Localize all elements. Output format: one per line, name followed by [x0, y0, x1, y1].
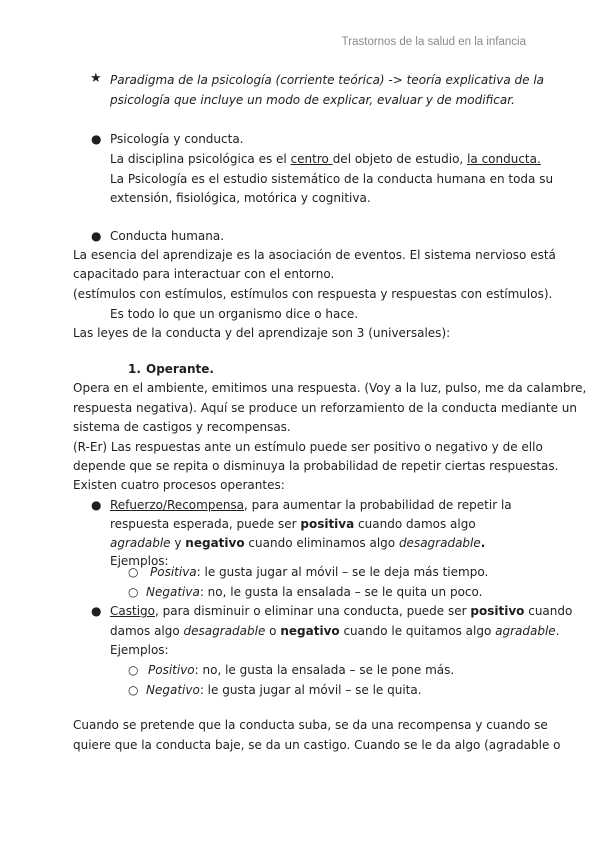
paradigm-line-1: Paradigma de la psicología (corriente teórica) -> teoría explicativa de la — [110, 73, 545, 87]
operante-line-4: (R-Er) Las respuestas ante un estímulo puede ser positivo o negativo y de ello — [73, 440, 543, 454]
refuerzo-example-2 — [146, 584, 482, 600]
italic-text: Positiva — [150, 565, 197, 579]
operante-title: Operante. — [146, 362, 214, 376]
conducta-line-5: Las leyes de la conducta y del aprendizaje son 3 (universales): — [73, 326, 451, 340]
psico-title: Psicología y conducta. — [110, 132, 244, 146]
psico-line-4: extensión, fisiológica, motórica y cognitiva. — [110, 191, 371, 205]
bold-text: negativo — [185, 536, 245, 550]
text: cuando — [524, 604, 573, 618]
conducta-title: Conducta humana. — [110, 229, 225, 243]
operante-line-6: Existen cuatro procesos operantes: — [73, 478, 285, 492]
italic-text: Positivo — [148, 663, 195, 677]
castigo-example-2 — [146, 682, 422, 698]
text: damos algo — [110, 624, 184, 638]
text: . — [555, 624, 560, 638]
refuerzo-line-3 — [110, 535, 485, 551]
bold-text: positiva — [300, 517, 355, 531]
bullet-icon: ● — [91, 604, 102, 618]
conducta-line-2: capacitado para interactuar con el entorno. — [73, 267, 335, 281]
operante-number: 1. — [128, 362, 141, 376]
paradigm-line-2: psicología que incluye un modo de explicar, evaluar y de modificar. — [110, 93, 515, 107]
castigo-line-1 — [110, 603, 572, 619]
castigo-line-2 — [110, 623, 560, 639]
text: , para disminuir o eliminar una conducta, puede ser — [154, 604, 471, 618]
bullet-icon: ● — [91, 498, 102, 512]
italic-text: Negativo — [146, 683, 200, 697]
operante-line-2: respuesta negativa). Aquí se produce un reforzamiento de la conducta mediante un — [73, 401, 578, 415]
hollow-bullet-icon: ○ — [128, 565, 139, 579]
hollow-bullet-icon: ○ — [128, 585, 139, 599]
italic-text: desagradable — [183, 624, 266, 638]
closing-line-1: Cuando se pretende que la conducta suba, se da una recompensa y cuando se — [73, 718, 548, 732]
text: , para aumentar la probabilidad de repetir la — [244, 498, 512, 512]
bullet-icon: ● — [91, 132, 102, 146]
castigo-example-1 — [148, 662, 454, 678]
operante-line-5: depende que se repita o disminuya la probabilidad de repetir ciertas respuestas. — [73, 459, 559, 473]
conducta-line-3: (estímulos con estímulos, estímulos con respuesta y respuestas con estímulos). — [73, 287, 553, 301]
closing-line-2: quiere que la conducta baje, se da un castigo. Cuando se le da algo (agradable o — [73, 738, 561, 752]
conducta-line-4: Es todo lo que un organismo dice o hace. — [110, 307, 359, 321]
text: cuando damos algo — [354, 517, 476, 531]
refuerzo-ejemplos: Ejemplos: — [110, 554, 169, 568]
underlined-text: centro — [290, 152, 333, 166]
text: La disciplina psicológica es el — [110, 152, 291, 166]
bullet-icon: ● — [91, 229, 102, 243]
italic-text: agradable — [110, 536, 171, 550]
refuerzo-line-2 — [110, 516, 476, 532]
conducta-line-1: La esencia del aprendizaje es la asociación de eventos. El sistema nervioso está — [73, 248, 556, 262]
psico-line-2 — [110, 151, 541, 167]
bold-text: negativo — [280, 624, 340, 638]
hollow-bullet-icon: ○ — [128, 663, 139, 677]
text: o — [265, 624, 281, 638]
text: . — [480, 536, 486, 550]
text: cuando eliminamos algo — [244, 536, 399, 550]
italic-text: agradable — [495, 624, 556, 638]
operante-line-1: Opera en el ambiente, emitimos una respuesta. (Voy a la luz, pulso, me da calambre, — [73, 381, 587, 395]
castigo-term: Castigo — [110, 604, 155, 618]
page-header: Trastornos de la salud en la infancia — [341, 36, 526, 48]
refuerzo-line-1 — [110, 497, 512, 513]
refuerzo-example-1 — [150, 564, 488, 580]
hollow-bullet-icon: ○ — [128, 683, 139, 697]
text: cuando le quitamos algo — [339, 624, 496, 638]
text: respuesta esperada, puede ser — [110, 517, 301, 531]
italic-text: Negativa — [146, 585, 200, 599]
underlined-text: la conducta. — [467, 152, 541, 166]
italic-text: desagradable — [398, 536, 481, 550]
bold-text: positivo — [470, 604, 525, 618]
text: : no, le gusta la ensalada – se le quita un poco. — [199, 585, 483, 599]
refuerzo-term: Refuerzo/Recompensa — [110, 498, 245, 512]
psico-line-3: La Psicología es el estudio sistemático de la conducta humana en toda su — [110, 172, 554, 186]
text: del objeto de estudio, — [332, 152, 468, 166]
text: : le gusta jugar al móvil – se le deja más tiempo. — [196, 565, 489, 579]
star-bullet-icon: ★ — [90, 71, 102, 86]
castigo-ejemplos: Ejemplos: — [110, 643, 169, 657]
operante-line-3: sistema de castigos y recompensas. — [73, 420, 291, 434]
text: : no, le gusta la ensalada – se le pone más. — [194, 663, 455, 677]
text: y — [170, 536, 186, 550]
text: : le gusta jugar al móvil – se le quita. — [199, 683, 422, 697]
